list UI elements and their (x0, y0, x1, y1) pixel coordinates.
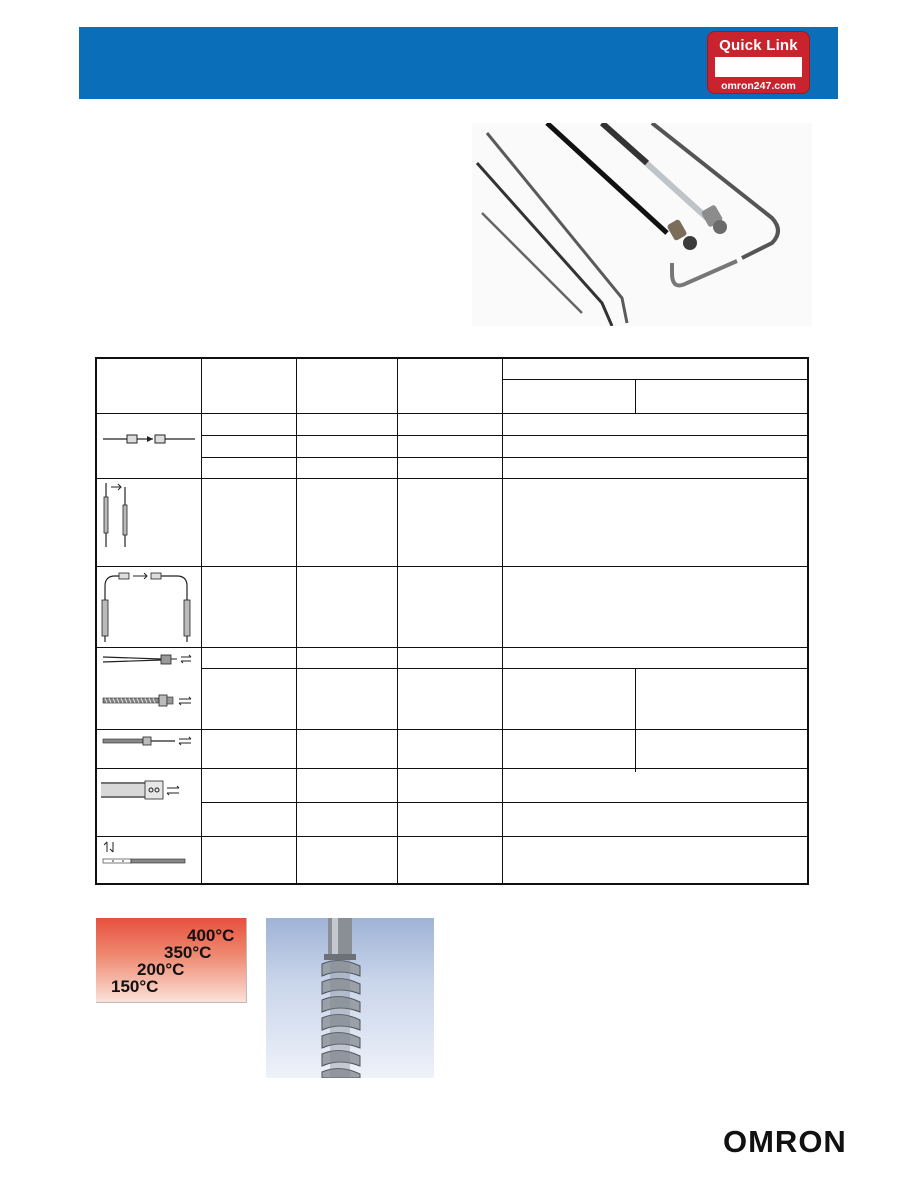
table-rule (97, 647, 809, 648)
reflective-spiral-fiber-icon (101, 692, 197, 710)
table-divider (397, 359, 398, 885)
table-rule (97, 836, 809, 837)
table-rule (201, 802, 809, 803)
table-rule (201, 668, 809, 669)
temp-350: 350°C (164, 943, 212, 962)
table-rule (201, 457, 809, 458)
table-divider (635, 380, 636, 414)
table-rule (201, 435, 809, 436)
temp-150: 150°C (111, 977, 159, 996)
table-divider (635, 668, 636, 772)
table-rule (97, 729, 809, 730)
quick-link-title: Quick Link (719, 37, 798, 54)
table-divider (296, 359, 297, 885)
through-beam-fiber-icon (101, 427, 199, 451)
omron-logo: OMRON (723, 1124, 847, 1159)
spiral-sleeve-photo (266, 918, 434, 1078)
table-rule (97, 413, 809, 414)
quick-link-url[interactable]: omron247.com (721, 80, 796, 92)
fiber-cables-photo (472, 123, 812, 326)
temp-200: 200°C (137, 960, 185, 979)
quick-link-code-box (715, 57, 802, 77)
table-rule (502, 379, 809, 380)
table-rule (97, 566, 809, 567)
side-view-fiber-icon (101, 483, 141, 549)
table-divider (201, 359, 202, 885)
thin-reflective-fiber-icon (101, 733, 197, 749)
flat-head-fiber-icon (101, 777, 197, 807)
array-fiber-icon (101, 840, 197, 870)
bent-fiber-icon (101, 570, 197, 644)
table-rule (97, 478, 809, 479)
table-rule (97, 768, 809, 769)
temperature-range-badge (96, 918, 247, 1003)
table-divider (502, 359, 503, 885)
quick-link-badge[interactable] (707, 31, 810, 94)
reflective-sleeve-fiber-icon (101, 651, 197, 667)
fiber-specs-table (95, 357, 809, 885)
temp-400: 400°C (187, 926, 235, 945)
